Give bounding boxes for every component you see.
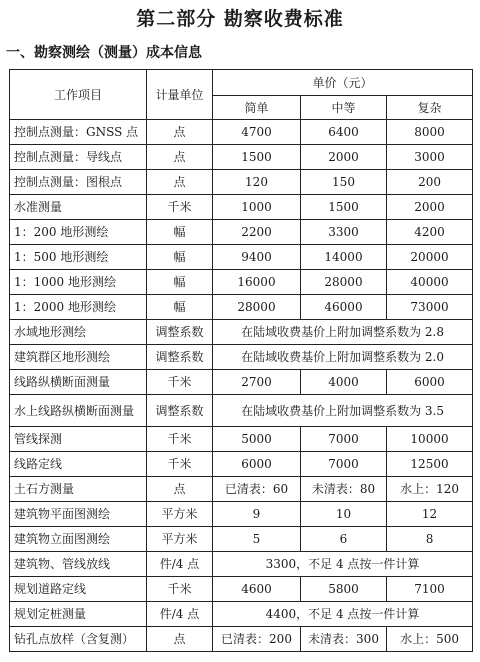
cell-complex: 2000 (387, 195, 473, 220)
cell-item: 线路纵横断面测量 (10, 370, 147, 395)
cell-item: 1：2000 地形测绘 (10, 295, 147, 320)
header-medium: 中等 (301, 96, 387, 120)
cell-complex: 水上：120 (387, 477, 473, 502)
cell-unit: 调整系数 (147, 320, 213, 345)
cell-unit: 幅 (147, 295, 213, 320)
cell-simple: 2700 (213, 370, 301, 395)
table-row (10, 320, 473, 345)
table-row (10, 345, 473, 370)
cell-medium: 4000 (301, 370, 387, 395)
cell-medium: 14000 (301, 245, 387, 270)
cell-item: 规划定桩测量 (10, 602, 147, 627)
cell-complex: 4200 (387, 220, 473, 245)
cell-simple: 16000 (213, 270, 301, 295)
cell-unit: 千米 (147, 577, 213, 602)
cell-simple: 9 (213, 502, 301, 527)
cell-simple: 6000 (213, 452, 301, 477)
cell-item: 钻孔点放样（含复测） (10, 627, 147, 652)
cell-medium: 46000 (301, 295, 387, 320)
cell-merged-price: 在陆域收费基价上附加调整系数为 2.8 (213, 320, 473, 345)
cell-complex: 3000 (387, 145, 473, 170)
cell-merged-price: 3300，不足 4 点按一件计算 (213, 552, 473, 577)
cell-unit: 点 (147, 627, 213, 652)
cell-item: 水域地形测绘 (10, 320, 147, 345)
cell-item: 1：500 地形测绘 (10, 245, 147, 270)
cell-unit: 点 (147, 145, 213, 170)
table-row (10, 527, 473, 552)
page-title: 第二部分 勘察收费标准 (136, 8, 344, 30)
cell-unit: 调整系数 (147, 395, 213, 427)
table-row (10, 502, 473, 527)
cell-item: 水上线路纵横断面测量 (10, 395, 147, 427)
cell-simple: 已清表：60 (213, 477, 301, 502)
cell-unit: 平方米 (147, 527, 213, 552)
cell-item: 控制点测量：图根点 (10, 170, 147, 195)
cell-unit: 千米 (147, 370, 213, 395)
table-row (10, 427, 473, 452)
cell-simple: 4600 (213, 577, 301, 602)
cell-unit: 件/4 点 (147, 552, 213, 577)
table-row (10, 395, 473, 427)
cell-unit: 千米 (147, 427, 213, 452)
cell-merged-price: 4400，不足 4 点按一件计算 (213, 602, 473, 627)
cell-simple: 120 (213, 170, 301, 195)
cell-simple: 5 (213, 527, 301, 552)
cell-medium: 10 (301, 502, 387, 527)
cell-complex: 20000 (387, 245, 473, 270)
cell-simple: 5000 (213, 427, 301, 452)
cell-unit: 千米 (147, 452, 213, 477)
table-row (10, 627, 473, 652)
cell-medium: 28000 (301, 270, 387, 295)
cell-unit: 点 (147, 170, 213, 195)
cell-complex: 200 (387, 170, 473, 195)
cell-item: 控制点测量：导线点 (10, 145, 147, 170)
table-row (10, 145, 473, 170)
table-body (10, 120, 473, 652)
cell-medium: 2000 (301, 145, 387, 170)
cell-unit: 幅 (147, 245, 213, 270)
cell-item: 1：1000 地形测绘 (10, 270, 147, 295)
cell-medium: 1500 (301, 195, 387, 220)
cell-simple: 1000 (213, 195, 301, 220)
cell-item: 水准测量 (10, 195, 147, 220)
cell-complex: 40000 (387, 270, 473, 295)
section-heading: 一、勘察测绘（测量）成本信息 (6, 45, 202, 61)
table-row (10, 370, 473, 395)
table-row (10, 195, 473, 220)
cell-medium: 未清表：300 (301, 627, 387, 652)
cell-complex: 6000 (387, 370, 473, 395)
cell-medium: 6 (301, 527, 387, 552)
cell-medium: 6400 (301, 120, 387, 145)
cell-simple: 已清表：200 (213, 627, 301, 652)
cell-complex: 7100 (387, 577, 473, 602)
table-row (10, 245, 473, 270)
cell-merged-price: 在陆域收费基价上附加调整系数为 2.0 (213, 345, 473, 370)
cell-complex: 水上：500 (387, 627, 473, 652)
cell-complex: 8000 (387, 120, 473, 145)
cell-simple: 28000 (213, 295, 301, 320)
cell-simple: 9400 (213, 245, 301, 270)
cell-item: 管线探测 (10, 427, 147, 452)
table-row (10, 270, 473, 295)
cell-item: 1：200 地形测绘 (10, 220, 147, 245)
header-price: 单价（元） (213, 70, 473, 96)
cell-unit: 件/4 点 (147, 602, 213, 627)
cell-item: 建筑物、管线放线 (10, 552, 147, 577)
header-simple: 简单 (213, 96, 301, 120)
table-row (10, 120, 473, 145)
cell-medium: 未清表：80 (301, 477, 387, 502)
cell-medium: 7000 (301, 427, 387, 452)
cell-item: 控制点测量：GNSS 点 (10, 120, 147, 145)
table-row (10, 452, 473, 477)
cost-table (9, 69, 473, 652)
cell-item: 线路定线 (10, 452, 147, 477)
header-complex: 复杂 (387, 96, 473, 120)
cell-simple: 1500 (213, 145, 301, 170)
cell-simple: 4700 (213, 120, 301, 145)
cell-complex: 12 (387, 502, 473, 527)
cell-complex: 8 (387, 527, 473, 552)
cell-medium: 7000 (301, 452, 387, 477)
table-row (10, 577, 473, 602)
table-row (10, 170, 473, 195)
cell-unit: 平方米 (147, 502, 213, 527)
table-row (10, 477, 473, 502)
table-row (10, 602, 473, 627)
cell-unit: 幅 (147, 270, 213, 295)
cell-complex: 12500 (387, 452, 473, 477)
cell-unit: 幅 (147, 220, 213, 245)
cell-complex: 73000 (387, 295, 473, 320)
cell-simple: 2200 (213, 220, 301, 245)
cell-item: 建筑群区地形测绘 (10, 345, 147, 370)
cell-item: 规划道路定线 (10, 577, 147, 602)
cell-item: 土石方测量 (10, 477, 147, 502)
cell-unit: 点 (147, 120, 213, 145)
cell-medium: 3300 (301, 220, 387, 245)
table-row (10, 552, 473, 577)
cell-complex: 10000 (387, 427, 473, 452)
cell-merged-price: 在陆域收费基价上附加调整系数为 3.5 (213, 395, 473, 427)
cell-medium: 150 (301, 170, 387, 195)
cell-medium: 5800 (301, 577, 387, 602)
header-item: 工作项目 (10, 70, 147, 120)
header-unit: 计量单位 (147, 70, 213, 120)
cell-unit: 点 (147, 477, 213, 502)
cell-item: 建筑物立面图测绘 (10, 527, 147, 552)
table-row (10, 220, 473, 245)
cell-item: 建筑物平面图测绘 (10, 502, 147, 527)
table-row (10, 295, 473, 320)
cell-unit: 千米 (147, 195, 213, 220)
cell-unit: 调整系数 (147, 345, 213, 370)
